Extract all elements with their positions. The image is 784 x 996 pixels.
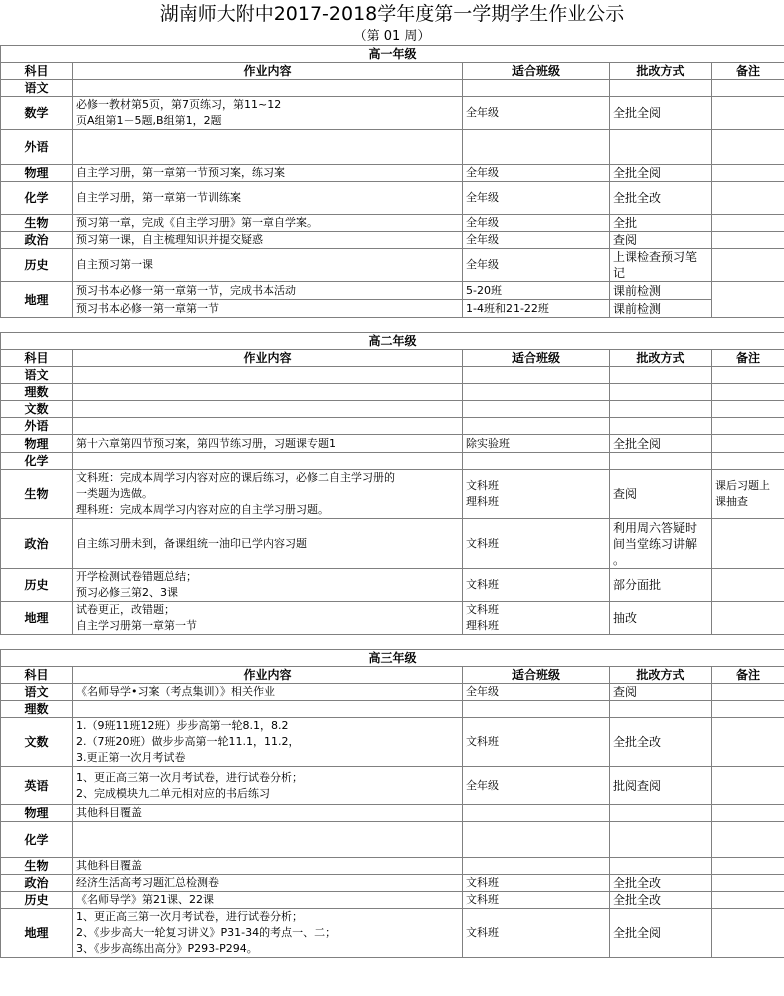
grading-cell bbox=[610, 80, 712, 97]
notes-cell bbox=[712, 718, 784, 767]
content-cell: 试卷更正，改错题； 自主学习册第一章第一节 bbox=[73, 602, 463, 635]
table-row bbox=[1, 300, 784, 318]
content-cell: 经济生活高考习题汇总检测卷 bbox=[73, 875, 463, 892]
subject-cell: 历史 bbox=[1, 892, 73, 909]
column-header-row bbox=[1, 667, 784, 684]
col-grading-header: 批改方式 bbox=[610, 667, 712, 684]
classes-cell bbox=[463, 80, 610, 97]
notes-cell bbox=[712, 875, 784, 892]
content-cell: 预习第一章，完成《自主学习册》第一章自学案。 bbox=[73, 215, 463, 232]
subject-cell: 化学 bbox=[1, 822, 73, 858]
content-cell: 1.（9班11班12班）步步高第一轮8.1，8.2 2.（7班20班）做步步高第一轮11.1，11.2， 3.更正第一次月考试卷 bbox=[73, 718, 463, 767]
subject-cell: 地理 bbox=[1, 909, 73, 958]
grade-header-row bbox=[1, 46, 784, 63]
content-cell: 文科班：完成本周学习内容对应的课后练习，必修二自主学习册的 一类题为选做。 理科班：完成本周学习内容对应的自主学习册习题。 bbox=[73, 470, 463, 519]
table-row bbox=[1, 435, 784, 453]
col-content-header: 作业内容 bbox=[73, 667, 463, 684]
subject-cell: 历史 bbox=[1, 569, 73, 602]
classes-cell: 全年级 bbox=[463, 684, 610, 701]
subject-cell: 理数 bbox=[1, 701, 73, 718]
notes-cell bbox=[712, 701, 784, 718]
subject-cell: 语文 bbox=[1, 367, 73, 384]
table-row bbox=[1, 401, 784, 418]
notes-cell bbox=[712, 282, 784, 318]
notes-cell bbox=[712, 892, 784, 909]
page-title: 湖南师大附中2017-2018学年度第一学期学生作业公示 bbox=[159, 3, 625, 25]
grade-title: 高二年级 bbox=[1, 333, 784, 350]
grading-cell bbox=[610, 822, 712, 858]
gap-cell bbox=[1, 635, 784, 650]
content-cell: 其他科目覆盖 bbox=[73, 805, 463, 822]
classes-cell bbox=[463, 858, 610, 875]
subject-cell: 地理 bbox=[1, 282, 73, 318]
grade-title: 高三年级 bbox=[1, 650, 784, 667]
grading-cell: 全批全阅 bbox=[610, 97, 712, 130]
table-row bbox=[1, 569, 784, 602]
table-row bbox=[1, 718, 784, 767]
column-header-row bbox=[1, 63, 784, 80]
table-row bbox=[1, 384, 784, 401]
col-notes-header: 备注 bbox=[712, 63, 784, 80]
notes-cell bbox=[712, 435, 784, 453]
classes-cell: 全年级 bbox=[463, 97, 610, 130]
notes-cell bbox=[712, 602, 784, 635]
grade-header-row bbox=[1, 333, 784, 350]
classes-cell: 文科班 bbox=[463, 892, 610, 909]
table-row bbox=[1, 875, 784, 892]
classes-cell: 1-4班和21-22班 bbox=[463, 300, 610, 318]
grading-cell: 部分面批 bbox=[610, 569, 712, 602]
grading-cell: 全批 bbox=[610, 215, 712, 232]
classes-cell bbox=[463, 367, 610, 384]
table-row bbox=[1, 892, 784, 909]
table-row bbox=[1, 80, 784, 97]
classes-cell: 文科班 bbox=[463, 569, 610, 602]
grading-cell: 全批全改 bbox=[610, 718, 712, 767]
subject-cell: 政治 bbox=[1, 232, 73, 249]
content-cell bbox=[73, 130, 463, 165]
content-cell: 《名师导学》第21课、22课 bbox=[73, 892, 463, 909]
grade-title: 高一年级 bbox=[1, 46, 784, 63]
content-cell: 《名师导学•习案（考点集训）》相关作业 bbox=[73, 684, 463, 701]
table-row bbox=[1, 418, 784, 435]
content-cell: 预习书本必修一第一章第一节 bbox=[73, 300, 463, 318]
col-classes-header: 适合班级 bbox=[463, 350, 610, 367]
subject-cell: 生物 bbox=[1, 470, 73, 519]
classes-cell: 文科班 bbox=[463, 718, 610, 767]
col-content-header: 作业内容 bbox=[73, 350, 463, 367]
gap-cell bbox=[1, 318, 784, 333]
grading-cell: 课前检测 bbox=[610, 282, 712, 300]
content-cell: 其他科目覆盖 bbox=[73, 858, 463, 875]
subject-cell: 物理 bbox=[1, 805, 73, 822]
subject-cell: 文数 bbox=[1, 718, 73, 767]
subject-cell: 地理 bbox=[1, 602, 73, 635]
grading-cell bbox=[610, 805, 712, 822]
content-cell bbox=[73, 384, 463, 401]
notes-cell bbox=[712, 384, 784, 401]
content-cell bbox=[73, 418, 463, 435]
classes-cell: 除实验班 bbox=[463, 435, 610, 453]
classes-cell: 全年级 bbox=[463, 767, 610, 805]
content-cell: 1、更正高三第一次月考试卷，进行试卷分析； 2、完成模块九二单元相对应的书后练习 bbox=[73, 767, 463, 805]
notes-cell bbox=[712, 684, 784, 701]
content-cell: 自主学习册，第一章第一节预习案，练习案 bbox=[73, 165, 463, 182]
classes-cell: 全年级 bbox=[463, 232, 610, 249]
notes-cell bbox=[712, 232, 784, 249]
notes-cell bbox=[712, 215, 784, 232]
grading-cell: 上课检查预习笔 记 bbox=[610, 249, 712, 282]
grading-cell: 全批全阅 bbox=[610, 909, 712, 958]
classes-cell bbox=[463, 805, 610, 822]
table-row bbox=[1, 519, 784, 569]
grading-cell bbox=[610, 384, 712, 401]
classes-cell bbox=[463, 401, 610, 418]
grading-cell bbox=[610, 401, 712, 418]
table-row bbox=[1, 684, 784, 701]
subject-cell: 语文 bbox=[1, 80, 73, 97]
content-cell: 预习第一课，自主梳理知识并提交疑惑 bbox=[73, 232, 463, 249]
col-notes-header: 备注 bbox=[712, 350, 784, 367]
classes-cell: 文科班 bbox=[463, 909, 610, 958]
notes-cell bbox=[712, 822, 784, 858]
table-row bbox=[1, 767, 784, 805]
section-gap bbox=[1, 318, 784, 333]
notes-cell bbox=[712, 130, 784, 165]
subject-cell: 理数 bbox=[1, 384, 73, 401]
classes-cell: 文科班 理科班 bbox=[463, 602, 610, 635]
classes-cell: 文科班 理科班 bbox=[463, 470, 610, 519]
table-row bbox=[1, 130, 784, 165]
grading-cell: 全批全阅 bbox=[610, 165, 712, 182]
subject-cell: 物理 bbox=[1, 435, 73, 453]
content-cell: 自主练习册未到，备课组统一油印已学内容习题 bbox=[73, 519, 463, 569]
week-label: （第 01 周） bbox=[353, 29, 431, 44]
content-cell bbox=[73, 80, 463, 97]
col-subject-header: 科目 bbox=[1, 667, 73, 684]
content-cell: 必修一教材第5页，第7页练习，第11~12 页A组第1－5题,B组第1，2题 bbox=[73, 97, 463, 130]
content-cell bbox=[73, 401, 463, 418]
classes-cell: 文科班 bbox=[463, 875, 610, 892]
notes-cell bbox=[712, 367, 784, 384]
grading-cell: 全批全阅 bbox=[610, 435, 712, 453]
homework-table bbox=[0, 45, 784, 958]
subject-cell: 政治 bbox=[1, 519, 73, 569]
col-classes-header: 适合班级 bbox=[463, 667, 610, 684]
notes-cell bbox=[712, 401, 784, 418]
table-row bbox=[1, 97, 784, 130]
grading-cell bbox=[610, 453, 712, 470]
col-content-header: 作业内容 bbox=[73, 63, 463, 80]
notes-cell bbox=[712, 249, 784, 282]
grading-cell: 查阅 bbox=[610, 232, 712, 249]
column-header-row bbox=[1, 350, 784, 367]
classes-cell bbox=[463, 418, 610, 435]
notes-cell bbox=[712, 418, 784, 435]
classes-cell bbox=[463, 822, 610, 858]
table-row bbox=[1, 165, 784, 182]
subject-cell: 化学 bbox=[1, 182, 73, 215]
table-row bbox=[1, 282, 784, 300]
content-cell: 自主学习册，第一章第一节训练案 bbox=[73, 182, 463, 215]
table-row bbox=[1, 805, 784, 822]
table-row bbox=[1, 367, 784, 384]
classes-cell: 全年级 bbox=[463, 215, 610, 232]
col-grading-header: 批改方式 bbox=[610, 350, 712, 367]
classes-cell bbox=[463, 384, 610, 401]
content-cell: 自主预习第一课 bbox=[73, 249, 463, 282]
grading-cell: 抽改 bbox=[610, 602, 712, 635]
notes-cell bbox=[712, 80, 784, 97]
grade-header-row bbox=[1, 650, 784, 667]
subject-cell: 外语 bbox=[1, 418, 73, 435]
content-cell bbox=[73, 367, 463, 384]
col-notes-header: 备注 bbox=[712, 667, 784, 684]
grading-cell: 批阅查阅 bbox=[610, 767, 712, 805]
content-cell: 第十六章第四节预习案，第四节练习册，习题课专题1 bbox=[73, 435, 463, 453]
classes-cell bbox=[463, 130, 610, 165]
classes-cell bbox=[463, 453, 610, 470]
classes-cell: 全年级 bbox=[463, 249, 610, 282]
table-row bbox=[1, 470, 784, 519]
grading-cell bbox=[610, 701, 712, 718]
subject-cell: 外语 bbox=[1, 130, 73, 165]
col-subject-header: 科目 bbox=[1, 350, 73, 367]
subject-cell: 历史 bbox=[1, 249, 73, 282]
notes-cell bbox=[712, 182, 784, 215]
notes-cell bbox=[712, 909, 784, 958]
table-row bbox=[1, 232, 784, 249]
classes-cell bbox=[463, 701, 610, 718]
subject-cell: 英语 bbox=[1, 767, 73, 805]
notes-cell bbox=[712, 858, 784, 875]
grading-cell bbox=[610, 858, 712, 875]
notes-cell bbox=[712, 165, 784, 182]
notes-cell bbox=[712, 453, 784, 470]
grading-cell bbox=[610, 418, 712, 435]
classes-cell: 文科班 bbox=[463, 519, 610, 569]
notes-cell: 课后习题上 课抽查 bbox=[712, 470, 784, 519]
table-row bbox=[1, 602, 784, 635]
subject-cell: 物理 bbox=[1, 165, 73, 182]
subject-cell: 生物 bbox=[1, 858, 73, 875]
grading-cell: 利用周六答疑时 间当堂练习讲解 。 bbox=[610, 519, 712, 569]
notes-cell bbox=[712, 767, 784, 805]
table-row bbox=[1, 909, 784, 958]
subject-cell: 化学 bbox=[1, 453, 73, 470]
grading-cell bbox=[610, 367, 712, 384]
table-row bbox=[1, 858, 784, 875]
grading-cell: 全批全改 bbox=[610, 182, 712, 215]
table-row bbox=[1, 249, 784, 282]
section-gap bbox=[1, 635, 784, 650]
content-cell: 1、更正高三第一次月考试卷，进行试卷分析； 2、《步步高大一轮复习讲义》P31-34的考点一、二； 3、《步步高练出高分》P293-P294。 bbox=[73, 909, 463, 958]
table-row bbox=[1, 822, 784, 858]
grading-cell: 全批全改 bbox=[610, 892, 712, 909]
homework-table-wrap bbox=[0, 45, 784, 958]
grading-cell bbox=[610, 130, 712, 165]
subject-cell: 文数 bbox=[1, 401, 73, 418]
table-row bbox=[1, 182, 784, 215]
classes-cell: 5-20班 bbox=[463, 282, 610, 300]
table-row bbox=[1, 215, 784, 232]
subject-cell: 政治 bbox=[1, 875, 73, 892]
col-grading-header: 批改方式 bbox=[610, 63, 712, 80]
notes-cell bbox=[712, 519, 784, 569]
col-subject-header: 科目 bbox=[1, 63, 73, 80]
content-cell: 预习书本必修一第一章第一节，完成书本活动 bbox=[73, 282, 463, 300]
content-cell bbox=[73, 453, 463, 470]
grading-cell: 查阅 bbox=[610, 684, 712, 701]
classes-cell: 全年级 bbox=[463, 165, 610, 182]
subject-cell: 语文 bbox=[1, 684, 73, 701]
notes-cell bbox=[712, 569, 784, 602]
notes-cell bbox=[712, 97, 784, 130]
subject-cell: 数学 bbox=[1, 97, 73, 130]
col-classes-header: 适合班级 bbox=[463, 63, 610, 80]
grading-cell: 课前检测 bbox=[610, 300, 712, 318]
grading-cell: 查阅 bbox=[610, 470, 712, 519]
content-cell bbox=[73, 701, 463, 718]
table-row bbox=[1, 701, 784, 718]
table-row bbox=[1, 453, 784, 470]
subject-cell: 生物 bbox=[1, 215, 73, 232]
content-cell: 开学检测试卷错题总结； 预习必修三第2、3课 bbox=[73, 569, 463, 602]
content-cell bbox=[73, 822, 463, 858]
notes-cell bbox=[712, 805, 784, 822]
classes-cell: 全年级 bbox=[463, 182, 610, 215]
grading-cell: 全批全改 bbox=[610, 875, 712, 892]
